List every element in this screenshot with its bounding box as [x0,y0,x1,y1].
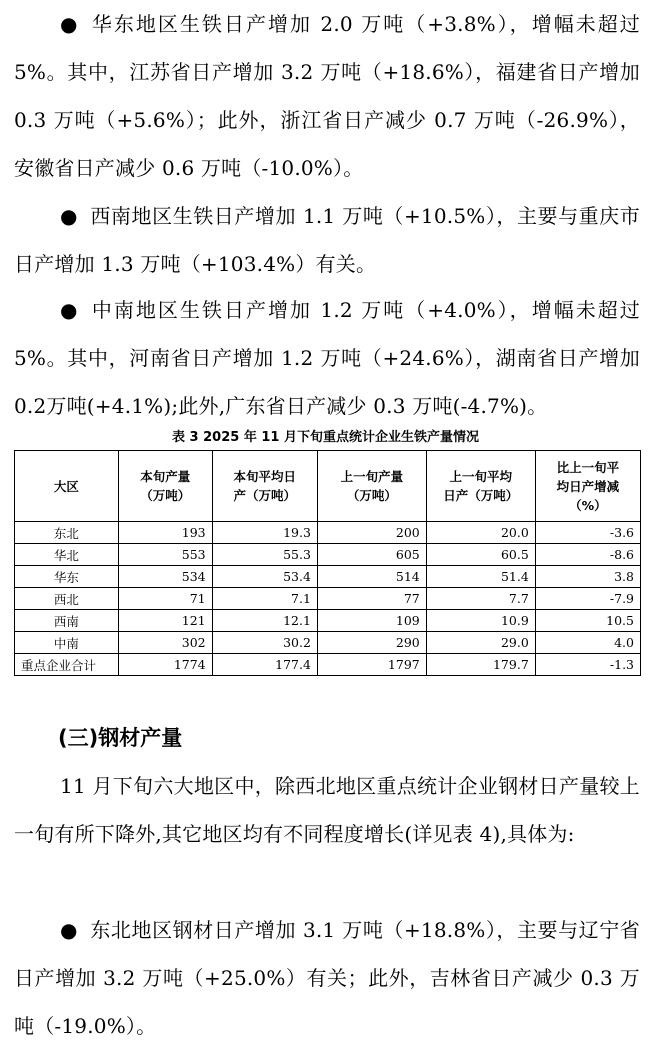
table-row [15,610,641,632]
table-row [15,632,641,654]
value-cell: 3.8 [535,566,640,588]
section-heading-steel-output: (三)钢材产量 [58,726,183,750]
value-cell: 514 [317,566,426,588]
region-cell: 重点企业合计 [15,654,119,676]
paragraph-southwest [14,192,640,288]
value-cell: 179.7 [426,654,535,676]
table-row [15,522,641,544]
table-row [15,566,641,588]
table-header-row [15,451,641,522]
value-cell: 7.7 [426,588,535,610]
region-cell: 华北 [15,544,119,566]
region-cell: 西北 [15,588,119,610]
value-cell: 1797 [317,654,426,676]
paragraph-central-south [14,286,640,430]
header-text: 上一旬平均 日产（万吨） [443,469,519,503]
paragraph-text: 中南地区生铁日产增加 1.2 万吨（+4.0%），增幅未超过 5%。其中，河南省日产增加 1.2 万吨（+24.6%），湖南省日产增加0.2万吨(+4.1%);此外,广东省日产减少 0.3 万吨(-4.7%)。 [14,298,640,418]
paragraph-northeast-steel [14,906,640,1050]
value-cell: 1774 [118,654,212,676]
column-header [212,451,317,522]
section-intro-paragraph: 11 月下旬六大地区中，除西北地区重点统计企业钢材日产量较上一旬有所下降外,其它地区均有不同程度增长(详见表 4),具体为: [14,774,640,846]
header-text: 本旬产量 （万吨） [140,469,191,503]
column-header [15,451,119,522]
value-cell: -1.3 [535,654,640,676]
region-cell: 西南 [15,610,119,632]
value-cell: 290 [317,632,426,654]
bullet-icon: ● [60,298,78,322]
value-cell: 553 [118,544,212,566]
value-cell: 4.0 [535,632,640,654]
bullet-icon: ● [60,12,78,36]
value-cell: 20.0 [426,522,535,544]
paragraph-text: 华东地区生铁日产增加 2.0 万吨（+3.8%），增幅未超过 5%。其中，江苏省日产增加 3.2 万吨（+18.6%），福建省日产增加 0.3 万吨（+5.6%）；此外，浙江省日产减少 0.7 万吨（-26.9%），安徽省日产减少 0.6 万吨（-10.0%）。 [14,12,640,180]
value-cell: 10.9 [426,610,535,632]
value-cell: 29.0 [426,632,535,654]
value-cell: 177.4 [212,654,317,676]
value-cell: 200 [317,522,426,544]
region-cell: 东北 [15,522,119,544]
bullet-icon: ● [60,204,78,228]
value-cell: 605 [317,544,426,566]
value-cell: 109 [317,610,426,632]
value-cell: 60.5 [426,544,535,566]
value-cell: 53.4 [212,566,317,588]
header-text: 大区 [53,478,79,494]
value-cell: -3.6 [535,522,640,544]
paragraph-text: 西南地区生铁日产增加 1.1 万吨（+10.5%），主要与重庆市日产增加 1.3 万吨（+103.4%）有关。 [14,204,640,276]
value-cell: 77 [317,588,426,610]
value-cell: -8.6 [535,544,640,566]
value-cell: 30.2 [212,632,317,654]
table-row [15,544,641,566]
table-total-row [15,654,641,676]
region-cell: 华东 [15,566,119,588]
header-text: 比上一旬平 均日产增减 （%） [556,459,620,513]
value-cell: 121 [118,610,212,632]
value-cell: 534 [118,566,212,588]
value-cell: 193 [118,522,212,544]
header-text: 本旬平均日 产（万吨） [233,469,297,503]
value-cell: 10.5 [535,610,640,632]
value-cell: 7.1 [212,588,317,610]
value-cell: 55.3 [212,544,317,566]
column-header [535,451,640,522]
region-cell: 中南 [15,632,119,654]
bullet-icon: ● [60,918,78,942]
value-cell: -7.9 [535,588,640,610]
paragraph-text: 东北地区钢材日产增加 3.1 万吨（+18.8%），主要与辽宁省日产增加 3.2 万吨（+25.0%）有关；此外，吉林省日产减少 0.3 万吨（-19.0%）。 [14,918,640,1038]
paragraph-east-china [14,0,640,192]
table-row [15,588,641,610]
value-cell: 19.3 [212,522,317,544]
value-cell: 12.1 [212,610,317,632]
value-cell: 302 [118,632,212,654]
column-header [317,451,426,522]
pig-iron-output-table [14,450,641,676]
value-cell: 71 [118,588,212,610]
column-header [118,451,212,522]
value-cell: 51.4 [426,566,535,588]
column-header [426,451,535,522]
header-text: 上一旬产量 （万吨） [340,469,404,503]
table-title: 表 3 2025 年 11 月下旬重点统计企业生铁产量情况 [172,430,479,445]
